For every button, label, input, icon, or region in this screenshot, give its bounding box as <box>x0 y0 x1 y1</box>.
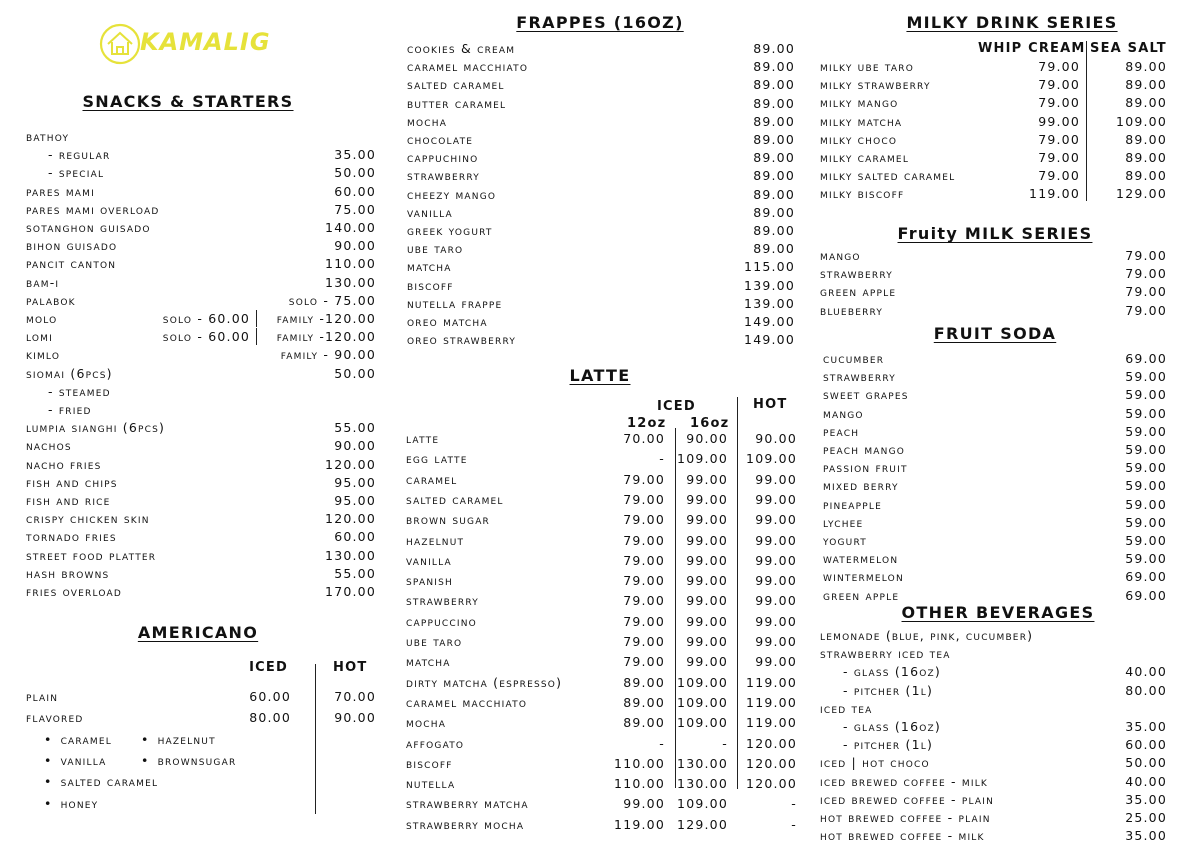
frappe-price: 89.00 <box>753 223 795 238</box>
milky-col-whip: WHIP CREAM <box>978 41 1086 56</box>
frappe-name: cookies & cream <box>407 41 516 56</box>
milky-whip-price: 79.00 <box>1038 131 1080 147</box>
fruity-price: 79.00 <box>1125 248 1167 263</box>
snack-price: 95.00 <box>334 493 376 508</box>
americano-title: AMERICANO <box>137 623 259 642</box>
latte-name: mocha <box>406 715 447 731</box>
snack-price: 50.00 <box>334 165 376 181</box>
latte-16oz-price: 109.00 <box>677 674 728 690</box>
snack-name: lumpia sianghi (6pcs) <box>26 420 166 436</box>
fruity-name: green apple <box>820 284 897 300</box>
frappe-name: ube taro <box>407 241 464 257</box>
flavor-label: caramel <box>60 732 112 747</box>
other-title: OTHER BEVERAGES <box>901 603 1095 622</box>
americano-iced-price: 80.00 <box>249 710 291 725</box>
milky-divider <box>1086 41 1087 201</box>
snack-price: 55.00 <box>334 420 376 436</box>
soda-name: mango <box>823 405 864 421</box>
snack-price: family -120.00 <box>276 311 376 326</box>
snack-price: 130.00 <box>325 274 376 290</box>
latte-col-12oz: 12oz <box>627 416 667 431</box>
frappe-name: cappuchino <box>407 150 479 166</box>
soda-name: sweet grapes <box>823 387 909 403</box>
frappe-price: 149.00 <box>744 314 795 329</box>
milky-whip-price: 79.00 <box>1038 168 1080 184</box>
flavor-label: vanilla <box>60 753 107 768</box>
frappe-name: oreo matcha <box>407 314 488 329</box>
other-price: 35.00 <box>1125 828 1167 844</box>
snack-name: palabok <box>26 292 76 308</box>
frappe-name: biscoff <box>407 277 454 293</box>
latte-12oz-price: 79.00 <box>623 573 665 589</box>
snack-price: 130.00 <box>325 547 376 563</box>
latte-name: cappuccino <box>406 613 477 629</box>
latte-16oz-price: 109.00 <box>677 694 728 710</box>
latte-12oz-price: 110.00 <box>614 755 665 771</box>
latte-hot-price: 119.00 <box>746 715 797 731</box>
latte-16oz-price: 90.00 <box>686 431 728 446</box>
soda-name: cucumber <box>823 351 885 366</box>
other-name: iced brewed coffee - plain <box>820 791 995 807</box>
soda-price: 59.00 <box>1125 423 1167 439</box>
latte-12oz-price: 79.00 <box>623 613 665 629</box>
frappe-name: strawberry <box>407 168 480 184</box>
snack-solo-price: solo - 60.00 <box>162 329 250 345</box>
frappe-name: matcha <box>407 259 452 275</box>
latte-hot-price: 99.00 <box>755 532 797 548</box>
latte-name: strawberry mocha <box>406 816 525 832</box>
milky-whip-price: 99.00 <box>1038 113 1080 129</box>
other-price: 80.00 <box>1125 682 1167 698</box>
fruity-price: 79.00 <box>1125 302 1167 318</box>
latte-12oz-price: 99.00 <box>623 796 665 812</box>
other-price: 25.00 <box>1125 810 1167 825</box>
fruity-price: 79.00 <box>1125 266 1167 282</box>
flavor-item <box>44 753 107 768</box>
latte-16oz-price: 99.00 <box>686 512 728 528</box>
other-name: hot brewed coffee - plain <box>820 810 991 825</box>
other-name: lemonade (blue, pink, cucumber) <box>820 628 1034 643</box>
milky-title: MILKY DRINK SERIES <box>906 13 1118 32</box>
latte-16oz-price: 99.00 <box>686 573 728 589</box>
latte-12oz-price: 110.00 <box>614 776 665 792</box>
latte-hot-price: 90.00 <box>755 431 797 446</box>
snack-price: 75.00 <box>334 201 376 217</box>
snack-price: 95.00 <box>334 474 376 490</box>
snack-price: 170.00 <box>325 584 376 599</box>
latte-hot-price: 119.00 <box>746 694 797 710</box>
americano-hot-price: 70.00 <box>334 689 376 704</box>
latte-12oz-price: 70.00 <box>623 431 665 446</box>
frappe-price: 89.00 <box>753 113 795 129</box>
latte-16oz-price: 99.00 <box>686 634 728 649</box>
soda-name: peach <box>823 423 860 439</box>
fruity-price: 79.00 <box>1125 284 1167 300</box>
soda-price: 59.00 <box>1125 514 1167 530</box>
snack-price: family -120.00 <box>276 329 376 345</box>
latte-hot-price: 120.00 <box>746 776 797 792</box>
milky-name: milky strawberry <box>820 77 931 93</box>
soda-name: green apple <box>823 587 900 603</box>
brand-name: KAMALIG <box>140 28 271 56</box>
frappe-price: 149.00 <box>744 332 795 348</box>
flavor-label: hazelnut <box>157 732 216 747</box>
latte-16oz-price: 99.00 <box>686 654 728 670</box>
snack-name: bihon guisado <box>26 238 118 254</box>
latte-12oz-price: 119.00 <box>614 816 665 832</box>
flavor-item <box>44 732 112 747</box>
milky-name: milky caramel <box>820 150 910 165</box>
latte-hot-price: 99.00 <box>755 491 797 507</box>
frappe-name: greek yogurt <box>407 223 493 238</box>
latte-16oz-price: 109.00 <box>677 451 728 467</box>
latte-name: brown sugar <box>406 512 491 528</box>
flavor-item <box>141 753 236 768</box>
latte-hot-price: 99.00 <box>755 593 797 609</box>
other-name: - glass (16oz) <box>843 664 941 680</box>
frappe-name: vanilla <box>407 204 453 220</box>
americano-name: plain <box>26 689 59 704</box>
soda-name: lychee <box>823 514 864 530</box>
snack-name: hash browns <box>26 565 110 581</box>
snack-name: - steamed <box>48 383 111 399</box>
snack-name: - regular <box>48 147 111 163</box>
soda-name: yogurt <box>823 533 867 548</box>
latte-16oz-price: 109.00 <box>677 796 728 812</box>
americano-iced-price: 60.00 <box>249 689 291 704</box>
milky-whip-price: 79.00 <box>1038 95 1080 111</box>
soda-price: 59.00 <box>1125 533 1167 548</box>
flavor-item <box>141 732 216 747</box>
americano-col-hot: HOT <box>333 660 368 675</box>
snack-name: pares mami overload <box>26 201 160 217</box>
frappe-name: salted caramel <box>407 77 505 93</box>
snack-price: 120.00 <box>325 456 376 472</box>
other-price: 40.00 <box>1125 773 1167 789</box>
latte-16oz-price: 129.00 <box>677 816 728 832</box>
soda-title: FRUIT SODA <box>933 324 1057 343</box>
other-price: 40.00 <box>1125 664 1167 680</box>
latte-name: affogato <box>406 735 465 751</box>
latte-12oz-price: 79.00 <box>623 512 665 528</box>
latte-name: spanish <box>406 573 453 589</box>
frappe-price: 89.00 <box>753 168 795 184</box>
latte-name: vanilla <box>406 552 452 568</box>
other-price: 50.00 <box>1125 755 1167 771</box>
other-name: hot brewed coffee - milk <box>820 828 985 844</box>
milky-name: milky salted caramel <box>820 168 956 184</box>
snack-price: 55.00 <box>334 565 376 581</box>
solo-divider <box>256 328 257 345</box>
latte-hot-price: 119.00 <box>746 674 797 690</box>
latte-12oz-price: 79.00 <box>623 471 665 487</box>
frappe-name: cheezy mango <box>407 186 497 202</box>
bullet-icon: • <box>141 732 150 747</box>
other-price: 35.00 <box>1125 719 1167 734</box>
milky-name: milky ube taro <box>820 59 915 74</box>
snack-price: 90.00 <box>334 438 376 454</box>
latte-16oz-price: 99.00 <box>686 552 728 568</box>
latte-12oz-price: 79.00 <box>623 552 665 568</box>
flavor-label: honey <box>60 796 99 811</box>
flavor-item <box>44 774 158 789</box>
frappe-name: mocha <box>407 113 448 129</box>
milky-sea-price: 109.00 <box>1116 113 1167 129</box>
other-name: - glass (16oz) <box>843 719 941 734</box>
other-price: 60.00 <box>1125 737 1167 753</box>
snack-price: 90.00 <box>334 238 376 254</box>
latte-12oz-price: 79.00 <box>623 532 665 548</box>
other-name: iced | hot choco <box>820 755 930 771</box>
frappe-price: 115.00 <box>744 259 795 275</box>
latte-12oz-price: 79.00 <box>623 491 665 507</box>
frappe-name: oreo strawberry <box>407 332 517 348</box>
soda-price: 59.00 <box>1125 496 1167 512</box>
latte-12oz-price: 79.00 <box>623 593 665 609</box>
flavor-item <box>44 796 98 811</box>
flavor-label: brownsugar <box>157 753 237 768</box>
latte-16oz-price: 99.00 <box>686 471 728 487</box>
milky-name: milky biscoff <box>820 186 905 202</box>
soda-price: 69.00 <box>1125 569 1167 585</box>
latte-12oz-price: - <box>659 451 665 467</box>
soda-price: 59.00 <box>1125 460 1167 476</box>
milky-sea-price: 129.00 <box>1116 186 1167 202</box>
soda-name: pineapple <box>823 496 883 512</box>
frappes-title: FRAPPES (16OZ) <box>516 13 684 32</box>
soda-price: 59.00 <box>1125 405 1167 421</box>
latte-16oz-price: 109.00 <box>677 715 728 731</box>
latte-name: biscoff <box>406 755 453 771</box>
milky-name: milky choco <box>820 131 898 147</box>
latte-hot-price: 99.00 <box>755 573 797 589</box>
frappe-price: 139.00 <box>744 277 795 293</box>
latte-hot-price: 99.00 <box>755 471 797 487</box>
frappe-name: butter caramel <box>407 95 507 111</box>
milky-sea-price: 89.00 <box>1125 77 1167 93</box>
brand-logo <box>98 20 298 70</box>
bullet-icon: • <box>44 732 53 747</box>
milky-sea-price: 89.00 <box>1125 59 1167 74</box>
snack-name: siomai (6pcs) <box>26 365 113 381</box>
latte-name: ube taro <box>406 634 463 649</box>
latte-name: caramel macchiato <box>406 694 528 710</box>
soda-name: mixed berry <box>823 478 899 494</box>
other-name: - pitcher (1l) <box>843 682 934 698</box>
latte-name: matcha <box>406 654 451 670</box>
latte-name: nutella <box>406 776 456 792</box>
snack-name: molo <box>26 311 58 326</box>
snack-price: solo - 75.00 <box>288 292 376 308</box>
latte-12oz-price: 89.00 <box>623 715 665 731</box>
latte-name: dirty matcha (espresso) <box>406 674 563 690</box>
latte-16oz-price: 130.00 <box>677 776 728 792</box>
latte-name: strawberry matcha <box>406 796 529 812</box>
americano-divider <box>315 664 316 814</box>
milky-name: milky mango <box>820 95 899 111</box>
bullet-icon: • <box>44 796 53 811</box>
soda-price: 59.00 <box>1125 442 1167 457</box>
frappe-price: 89.00 <box>753 95 795 111</box>
snack-solo-price: solo - 60.00 <box>162 311 250 326</box>
milky-sea-price: 89.00 <box>1125 168 1167 184</box>
snack-name: nacho fries <box>26 456 102 472</box>
snack-name: fish and rice <box>26 493 111 508</box>
snack-name: kimlo <box>26 347 61 363</box>
frappe-price: 139.00 <box>744 295 795 311</box>
soda-price: 59.00 <box>1125 387 1167 403</box>
frappe-price: 89.00 <box>753 186 795 202</box>
bullet-icon: • <box>44 774 53 789</box>
fruity-name: strawberry <box>820 266 893 282</box>
latte-col-16oz: 16oz <box>690 416 730 431</box>
snack-price: family - 90.00 <box>280 347 376 363</box>
snack-name: bam-i <box>26 274 60 290</box>
snack-name: tornado fries <box>26 529 117 545</box>
soda-price: 59.00 <box>1125 551 1167 567</box>
americano-hot-price: 90.00 <box>334 710 376 725</box>
bullet-icon: • <box>141 753 150 768</box>
latte-name: caramel <box>406 471 458 487</box>
latte-16oz-price: 99.00 <box>686 491 728 507</box>
snack-name: pares mami <box>26 183 95 199</box>
milky-name: milky matcha <box>820 113 903 129</box>
latte-hot-price: - <box>791 796 797 812</box>
other-name: - pitcher (1l) <box>843 737 934 753</box>
latte-16oz-price: 99.00 <box>686 593 728 609</box>
snacks-title: SNACKS & STARTERS <box>82 92 294 111</box>
other-price: 35.00 <box>1125 791 1167 807</box>
milky-whip-price: 79.00 <box>1038 150 1080 165</box>
latte-12oz-price: 89.00 <box>623 674 665 690</box>
latte-16oz-price: 99.00 <box>686 532 728 548</box>
snack-name: sotanghon guisado <box>26 220 151 235</box>
milky-sea-price: 89.00 <box>1125 131 1167 147</box>
snack-name: street food platter <box>26 547 157 563</box>
house-logo-icon <box>98 22 142 66</box>
snack-name: bathoy <box>26 129 70 144</box>
frappe-name: caramel macchiato <box>407 59 529 75</box>
latte-hot-price: 99.00 <box>755 552 797 568</box>
fruity-title: Fruity MILK SERIES <box>897 224 1093 243</box>
milky-whip-price: 79.00 <box>1038 77 1080 93</box>
latte-hot-price: 120.00 <box>746 755 797 771</box>
latte-name: latte <box>406 431 440 446</box>
latte-col-hot: HOT <box>753 397 788 412</box>
frappe-price: 89.00 <box>753 132 795 147</box>
latte-hot-price: 99.00 <box>755 654 797 670</box>
snack-name: pancit canton <box>26 256 117 272</box>
latte-hot-price: 99.00 <box>755 512 797 528</box>
bullet-icon: • <box>44 753 53 768</box>
latte-col-iced: ICED <box>657 399 696 414</box>
latte-hot-price: 99.00 <box>755 613 797 629</box>
snack-price: 140.00 <box>325 220 376 235</box>
latte-16oz-price: 130.00 <box>677 755 728 771</box>
milky-whip-price: 79.00 <box>1038 59 1080 74</box>
snack-name: - fried <box>48 402 92 417</box>
other-name: strawberry iced tea <box>820 646 951 662</box>
soda-price: 69.00 <box>1125 587 1167 603</box>
frappe-price: 89.00 <box>753 59 795 75</box>
fruity-name: blueberry <box>820 302 884 318</box>
latte-16oz-price: - <box>722 735 728 751</box>
americano-name: flavored <box>26 710 84 725</box>
fruity-name: mango <box>820 248 861 263</box>
latte-hot-price: 109.00 <box>746 451 797 467</box>
milky-whip-price: 119.00 <box>1029 186 1080 202</box>
soda-name: strawberry <box>823 369 896 385</box>
other-name: iced brewed coffee - milk <box>820 773 989 789</box>
flavor-label: salted caramel <box>60 774 159 789</box>
snack-price: 35.00 <box>334 147 376 163</box>
soda-name: peach mango <box>823 442 906 457</box>
latte-12oz-price: 89.00 <box>623 694 665 710</box>
latte-name: salted caramel <box>406 491 504 507</box>
frappe-price: 89.00 <box>753 204 795 220</box>
other-name: iced tea <box>820 700 873 716</box>
soda-name: passion fruit <box>823 460 908 476</box>
frappe-name: chocolate <box>407 132 474 147</box>
soda-name: watermelon <box>823 551 899 567</box>
latte-name: hazelnut <box>406 532 465 548</box>
snack-price: 60.00 <box>334 529 376 545</box>
frappe-name: nutella frappe <box>407 295 503 311</box>
snack-name: lomi <box>26 329 53 345</box>
frappe-price: 89.00 <box>753 150 795 166</box>
milky-sea-price: 89.00 <box>1125 150 1167 165</box>
frappe-price: 89.00 <box>753 77 795 93</box>
snack-price: 120.00 <box>325 511 376 527</box>
latte-title: LATTE <box>569 366 631 385</box>
snack-name: - special <box>48 165 105 181</box>
snack-name: fish and chips <box>26 474 118 490</box>
latte-12oz-price: 79.00 <box>623 634 665 649</box>
solo-divider <box>256 310 257 327</box>
soda-name: wintermelon <box>823 569 904 585</box>
latte-hot-price: 99.00 <box>755 634 797 649</box>
frappe-price: 89.00 <box>753 41 795 56</box>
snack-price: 110.00 <box>325 256 376 272</box>
americano-col-iced: ICED <box>249 660 288 675</box>
milky-sea-price: 89.00 <box>1125 95 1167 111</box>
snack-name: nachos <box>26 438 72 454</box>
latte-name: strawberry <box>406 593 479 609</box>
latte-hot-price: - <box>791 816 797 832</box>
latte-16oz-price: 99.00 <box>686 613 728 629</box>
snack-price: 60.00 <box>334 183 376 199</box>
snack-name: crispy chicken skin <box>26 511 150 527</box>
soda-price: 59.00 <box>1125 478 1167 494</box>
frappe-price: 89.00 <box>753 241 795 257</box>
snack-price: 50.00 <box>334 365 376 381</box>
milky-col-sea: SEA SALT <box>1090 41 1167 56</box>
latte-hot-price: 120.00 <box>746 735 797 751</box>
soda-price: 69.00 <box>1125 351 1167 366</box>
latte-name: egg latte <box>406 451 468 467</box>
latte-12oz-price: - <box>659 735 665 751</box>
latte-12oz-price: 79.00 <box>623 654 665 670</box>
snack-name: fries overload <box>26 584 122 599</box>
soda-price: 59.00 <box>1125 369 1167 385</box>
